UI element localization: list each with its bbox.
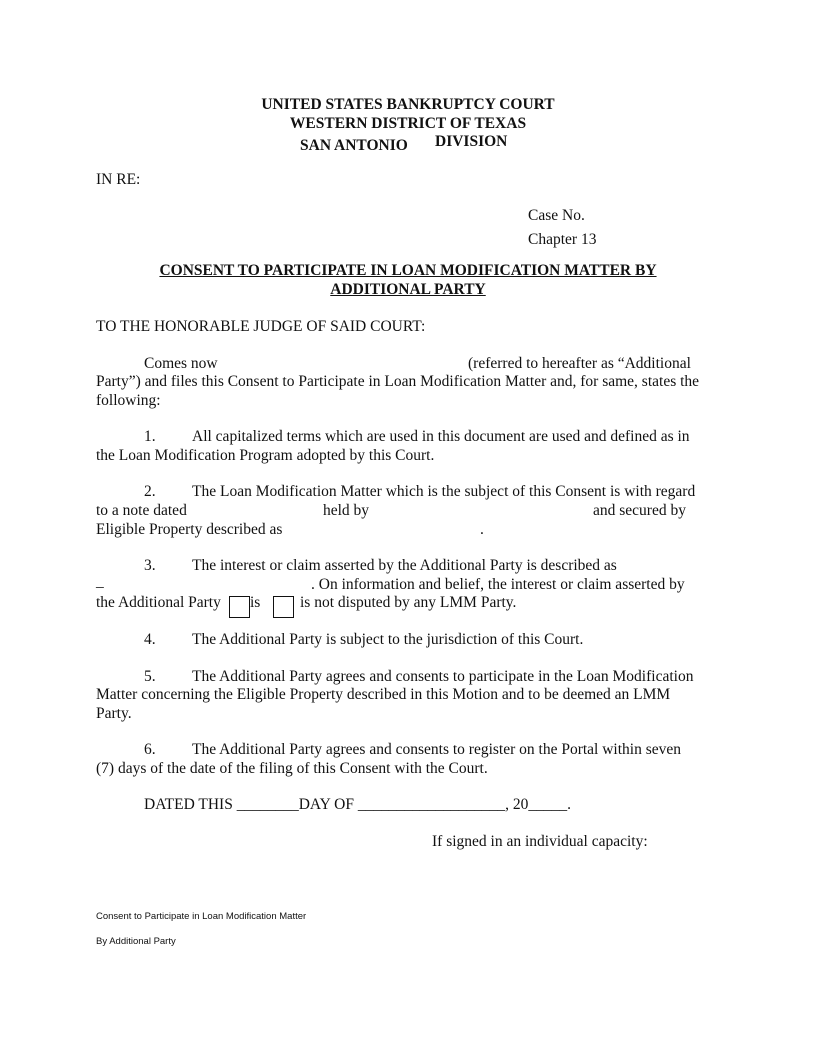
para4-number: 4. [144, 631, 156, 648]
para4-text: The Additional Party is subject to the jurisdiction of this Court. [192, 631, 584, 648]
dated-line: DATED THIS ________DAY OF ___________________, 20_____. [144, 796, 571, 813]
in-re: IN RE: [96, 171, 141, 188]
referred-text: (referred to hereafter as “Additional [468, 355, 691, 372]
para5-line1: The Additional Party agrees and consents to participate in the Loan Modification [192, 668, 694, 685]
document-title-line1: CONSENT TO PARTICIPATE IN LOAN MODIFICATION MATTER BY [159, 262, 657, 279]
document-title-line2: ADDITIONAL PARTY [330, 281, 486, 298]
para2-line1: The Loan Modification Matter which is the subject of this Consent is with regard [192, 483, 696, 500]
is-not-disputed-checkbox[interactable] [273, 596, 294, 618]
is-disputed-checkbox[interactable] [229, 596, 250, 618]
salutation: TO THE HONORABLE JUDGE OF SAID COURT: [96, 318, 426, 335]
case-number-label: Case No. [528, 207, 585, 224]
para5-number: 5. [144, 668, 156, 685]
division-label: DIVISION [435, 133, 508, 150]
claim-blank: _ [96, 573, 104, 590]
para1-number: 1. [144, 428, 156, 445]
is-not-label: is not disputed by any LMM Party. [300, 594, 517, 611]
note-dated-label: to a note dated [96, 502, 187, 519]
footer-line1: Consent to Participate in Loan Modification Matter [96, 911, 307, 922]
chapter-label: Chapter 13 [528, 231, 597, 248]
intro-line2: Party”) and files this Consent to Participate in Loan Modification Matter and, for same, states the [96, 373, 700, 390]
intro-line3: following: [96, 392, 161, 409]
held-by-label: held by [323, 502, 370, 519]
footer-line2: By Additional Party [96, 936, 176, 947]
para6-line2: (7) days of the date of the filing of this Consent with the Court. [96, 760, 488, 777]
para3-line2: . On information and belief, the interest or claim asserted by [311, 576, 685, 593]
eligible-property-label: Eligible Property described as [96, 521, 283, 538]
para5-line3: Party. [96, 705, 132, 722]
is-label: is [250, 594, 261, 611]
para6-line1: The Additional Party agrees and consents to register on the Portal within seven [192, 741, 681, 758]
para5-line2: Matter concerning the Eligible Property described in this Motion and to be deemed an LMM [96, 686, 671, 703]
comes-now: Comes now [144, 355, 218, 372]
division-city: SAN ANTONIO [300, 137, 408, 154]
para6-number: 6. [144, 741, 156, 758]
additional-party-label: the Additional Party [96, 594, 221, 611]
para3-number: 3. [144, 557, 156, 574]
para2-end-period: . [480, 521, 484, 538]
para2-number: 2. [144, 483, 156, 500]
court-name: UNITED STATES BANKRUPTCY COURT [261, 96, 555, 113]
para3-line1: The interest or claim asserted by the Additional Party is described as [192, 557, 617, 574]
district-name: WESTERN DISTRICT OF TEXAS [289, 115, 527, 132]
secured-by-label: and secured by [593, 502, 686, 519]
signature-capacity-label: If signed in an individual capacity: [432, 833, 648, 850]
para1-line1: All capitalized terms which are used in this document are used and defined as in [192, 428, 690, 445]
para1-line2: the Loan Modification Program adopted by this Court. [96, 447, 435, 464]
